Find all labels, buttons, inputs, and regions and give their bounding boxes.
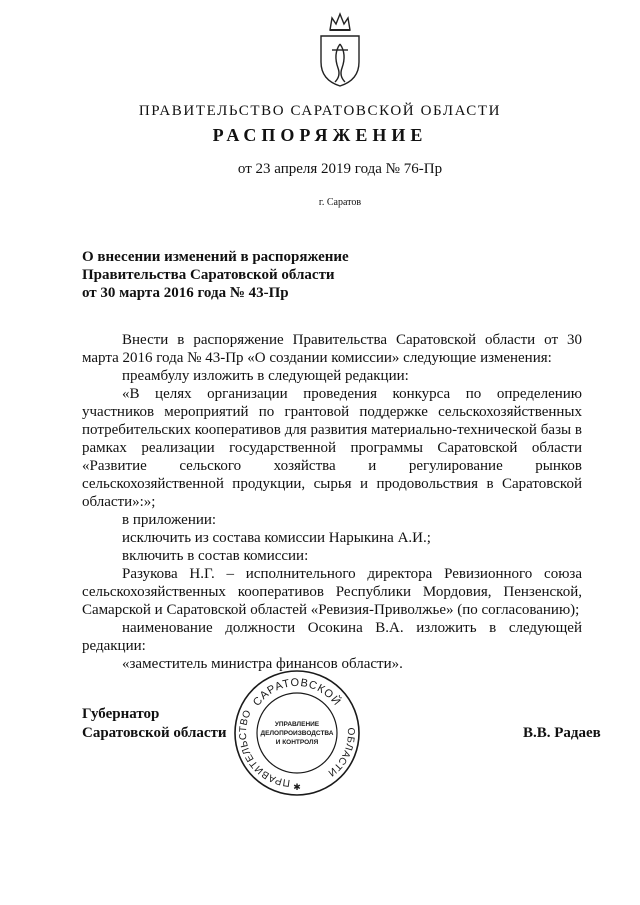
official-stamp <box>232 668 362 798</box>
government-name: ПРАВИТЕЛЬСТВО САРАТОВСКОЙ ОБЛАСТИ <box>138 103 502 119</box>
signatory-title <box>82 705 227 743</box>
document-date-number: от 23 апреля 2019 года № 76-Пр <box>237 161 443 177</box>
body-paragraph: в приложении: <box>122 512 217 528</box>
signatory-title-line: Саратовской области <box>82 725 227 741</box>
document-type: РАСПОРЯЖЕНИЕ <box>212 125 428 145</box>
stamp-ring-left: ПРАВИТЕЛЬСТВО <box>237 708 291 789</box>
subject-line: Правительства Саратовской области <box>82 267 335 283</box>
body-paragraph: включить в состав комиссии: <box>122 548 309 564</box>
body-paragraph: исключить из состава комиссии Нарыкина А.И.; <box>122 530 431 546</box>
body-paragraph: «заместитель министра финансов области». <box>122 656 403 672</box>
stamp-center-line: И КОНТРОЛЯ <box>275 739 319 746</box>
subject-line: О внесении изменений в распоряжение <box>82 249 349 265</box>
body-paragraph: «В целях организации проведения конкурса по определению участников мероприятий по грантовой поддержке сельскохозяйственных потребительских кооперативов для развития материально-технической базы в рамках реализации государственной программы Саратовской области «Развитие сельского хозяйства и регулирование рынков сельскохозяйственной продукции, сырья и продовольствия в Саратовской области»:»; <box>82 386 582 510</box>
subject-line: от 30 марта 2016 года № 43-Пр <box>82 285 289 301</box>
body-paragraph: Внести в распоряжение Правительства Саратовской области от 30 марта 2016 года № 43-Пр «О создании комиссии» следующие изменения: <box>82 332 582 366</box>
stamp-ring-top: САРАТОВСКОЙ <box>250 676 344 709</box>
saratov-coat-of-arms-icon <box>305 10 375 90</box>
stamp-center-line: УПРАВЛЕНИЕ <box>274 721 320 728</box>
body-paragraph: наименование должности Осокина В.А. изложить в следующей редакции: <box>82 620 582 654</box>
signatory-name: В.В. Радаев <box>523 725 601 741</box>
body-paragraph: преамбулу изложить в следующей редакции: <box>122 368 409 384</box>
document-body <box>82 331 582 673</box>
signatory-title-line: Губернатор <box>82 706 160 722</box>
stamp-star-icon: ✱ <box>293 783 301 793</box>
body-paragraph: Разукова Н.Г. – исполнительного директора Ревизионного союза сельскохозяйственных кооперативов Республики Мордовия, Пензенской, Самарской и Саратовской областей «Ревизия-Приволжье» (по согласованию); <box>82 566 582 618</box>
stamp-ring-right: ОБЛАСТИ <box>325 727 357 779</box>
document-city: г. Саратов <box>318 197 362 208</box>
document-subject <box>82 248 349 302</box>
stamp-center-line: ДЕЛОПРОИЗВОДСТВА <box>260 730 334 737</box>
